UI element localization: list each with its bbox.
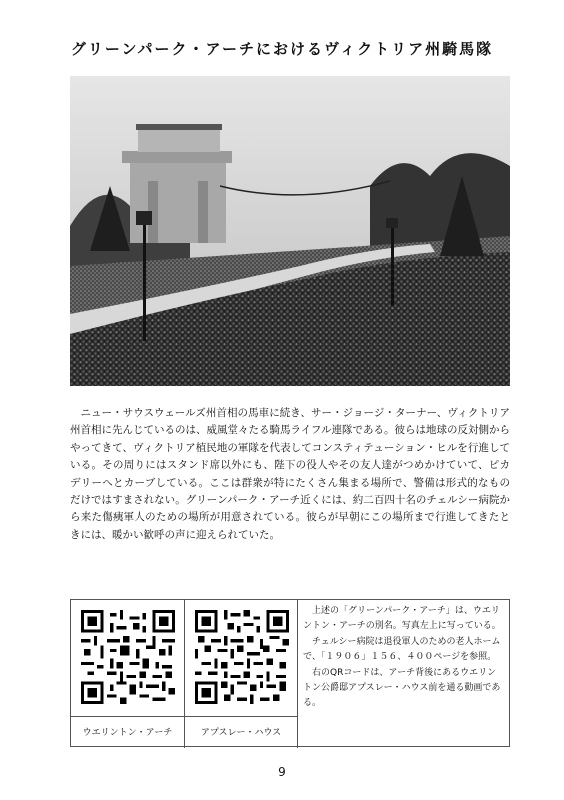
note-2: チェルシー病院は退役軍人のための老人ホームで、「１９０６」１５６、４００ページを参照。	[303, 636, 501, 663]
note-3: 右のQRコードは、アーチ背後にあるウエリントン公爵邸アプスレー・ハウス前を通る動画である。	[303, 667, 501, 709]
body-text	[70, 405, 510, 544]
page-number: 9	[278, 765, 286, 779]
qr-label-apsley-house: アプスレー・ハウス	[185, 716, 297, 748]
note-1: 上述の「グリーンパーク・アーチ」は、ウエリントン・アーチの別名。写真左上に写っている。	[303, 606, 501, 632]
body-paragraph: ニュー・サウスウェールズ州首相の馬車に続き、サー・ジョージ・ターナー、ヴィクトリア州首相に先んじているのは、威風堂々たる騎馬ライフル連隊である。彼らは地球の反対側からやってきて、ヴィクトリア植民地の軍隊を代表してコンスティテューション・ヒルを行進している。その周りにはスタンド席以外にも、陛下の役人やその友人達がつめかけていて、ピカデリーへとカーブしている。ここは群衆が特にたくさん集まる場所で、警備は形式的なものだけではすまされない。グリーンパーク・アーチ近くには、約二百四十名のチェルシー病院から来た傷痍軍人のための場所が用意されている。彼らが早朝にこの場所まで行進してきたときには、暖かい歓呼の声に迎えられていた。	[70, 407, 510, 541]
page-title: グリーンパーク・アーチにおけるヴィクトリア州騎馬隊	[70, 40, 494, 58]
qr-code-icon[interactable]	[81, 610, 175, 704]
qr-cell-apsley-house	[185, 600, 298, 748]
qr-table	[70, 599, 510, 747]
qr-cell-wellington-arch	[71, 600, 185, 748]
side-notes	[303, 604, 503, 712]
qr-code-icon[interactable]	[195, 610, 289, 704]
crowd-photo-graphic	[70, 76, 510, 386]
qr-label-wellington-arch: ウエリントン・アーチ	[71, 716, 184, 748]
historical-photo	[70, 76, 510, 386]
